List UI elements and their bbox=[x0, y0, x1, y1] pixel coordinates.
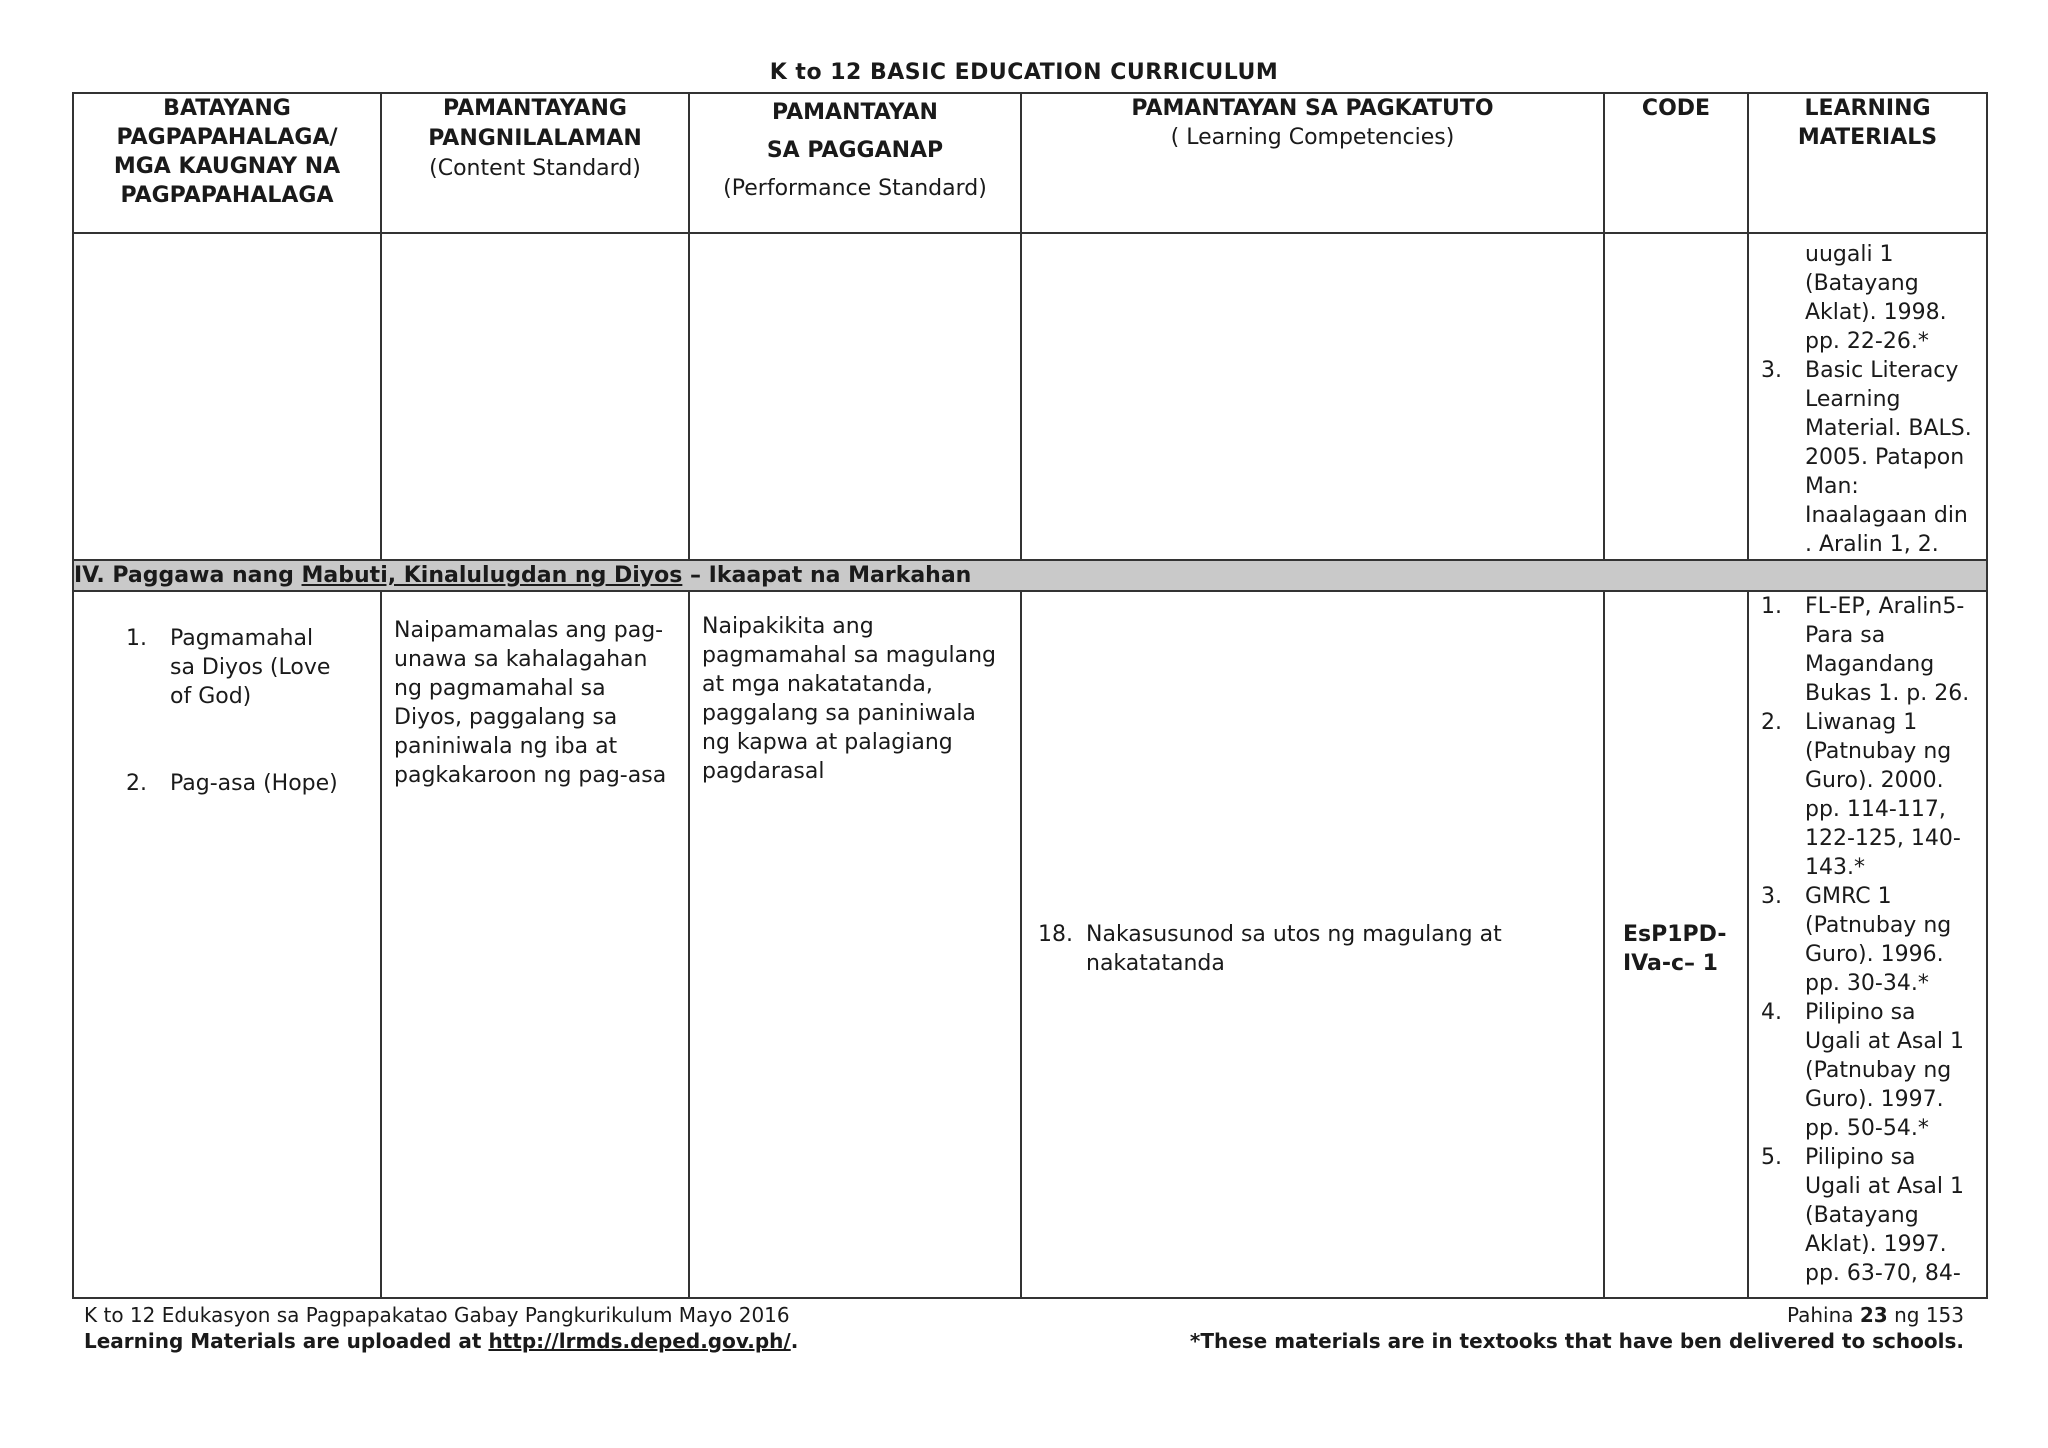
curriculum-table bbox=[72, 92, 1988, 1299]
core-values-cell bbox=[73, 591, 381, 1298]
section-row bbox=[73, 560, 1987, 591]
footer-right bbox=[1190, 1302, 1964, 1354]
learning-materials-cell bbox=[1748, 591, 1987, 1298]
continuation-row bbox=[73, 233, 1987, 560]
footer-guide-title: K to 12 Edukasyon sa Pagpapakatao Gabay Pangkurikulum Mayo 2016 bbox=[84, 1303, 790, 1327]
footer-upload-note: Learning Materials are uploaded at http://lrmds.deped.gov.ph/. bbox=[84, 1329, 799, 1353]
lm-item-5: 5. Pilipino sa Ugali at Asal 1 (Batayang Aklat). 1997. pp. 63-70, 84- bbox=[1761, 1145, 1964, 1286]
learning-competency-cell: 18. Nakasusunod sa utos ng magulang at nakatatanda bbox=[1021, 591, 1604, 1298]
header-learning-materials: LEARNING MATERIALS bbox=[1748, 93, 1987, 233]
header-row bbox=[73, 93, 1987, 233]
lrmds-link[interactable]: http://lrmds.deped.gov.ph/ bbox=[488, 1329, 791, 1353]
header-content-standard: PAMANTAYANG PANGNILALAMAN (Content Standard) bbox=[381, 93, 689, 233]
code-cell: EsP1PD-IVa-c– 1 bbox=[1604, 591, 1748, 1298]
lm-item-1: 1. FL-EP, Aralin5- Para sa Magandang Bukas 1. p. 26. bbox=[1761, 594, 1970, 706]
main-row bbox=[73, 591, 1987, 1298]
learning-materials-continued bbox=[1748, 233, 1987, 560]
content-standard-cell: Naipamamalas ang pag-unawa sa kahalagahan ng pagmamahal sa Diyos, paggalang sa paniniwala ng iba at pagkakaroon ng pag-asa bbox=[381, 591, 689, 1298]
header-learning-competencies: PAMANTAYAN SA PAGKATUTO ( Learning Competencies) bbox=[1021, 93, 1604, 233]
section-heading: IV. Paggawa nang Mabuti, Kinalulugdan ng Diyos – Ikaapat na Markahan bbox=[73, 560, 1987, 591]
lm-item-4: 4. Pilipino sa Ugali at Asal 1 (Patnubay ng Guro). 1997. pp. 50-54.* bbox=[1761, 1000, 1964, 1141]
header-code: CODE bbox=[1604, 93, 1748, 233]
document-title: K to 12 BASIC EDUCATION CURRICULUM bbox=[769, 60, 1279, 85]
value-item-1: 1. Pagmamahal sa Diyos (Love of God) bbox=[126, 626, 331, 709]
lm-item-2-tail: uugali 1 (Batayang Aklat). 1998. pp. 22-26.* bbox=[1805, 242, 1947, 354]
header-core-values: BATAYANG PAGPAPAHALAGA/ MGA KAUGNAY NA PAGPAPAHALAGA bbox=[73, 93, 381, 233]
footer-textbook-note: *These materials are in textooks that have ben delivered to schools. bbox=[1189, 1329, 1964, 1353]
header-performance-standard: PAMANTAYAN SA PAGGANAP (Performance Standard) bbox=[689, 93, 1021, 233]
performance-standard-cell: Naipakikita ang pagmamahal sa magulang at mga nakatatanda, paggalang sa paniniwala ng kapwa at palagiang pagdarasal bbox=[689, 591, 1021, 1298]
value-item-2: 2. Pag-asa (Hope) bbox=[126, 771, 338, 796]
footer-left bbox=[84, 1302, 798, 1354]
lm-item-3: 3. Basic Literacy Learning Material. BALS. 2005. Patapon Man: Inaalagaan din . Aralin 1, 2. bbox=[1761, 358, 1972, 557]
page-indicator: Pahina 23 ng 153 bbox=[1786, 1303, 1964, 1327]
lm-item-2: 2. Liwanag 1 (Patnubay ng Guro). 2000. pp. 114-117, 122-125, 140- 143.* bbox=[1761, 710, 1961, 880]
lm-item-3: 3. GMRC 1 (Patnubay ng Guro). 1996. pp. 30-34.* bbox=[1761, 884, 1952, 996]
